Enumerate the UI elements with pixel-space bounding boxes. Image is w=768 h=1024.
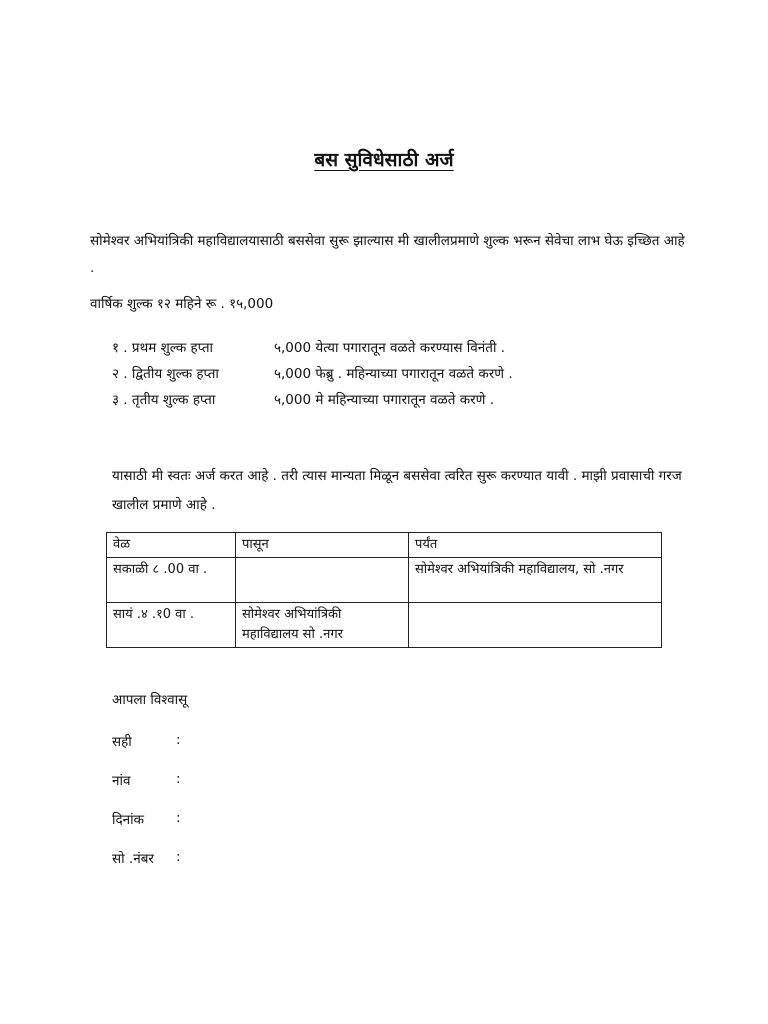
date-field — [112, 810, 181, 828]
field-label: दिनांक — [112, 812, 145, 828]
installment-row — [112, 360, 513, 386]
installment-label: ३ . तृतीय शुल्क हप्ता — [112, 392, 216, 408]
installment-row — [112, 386, 513, 412]
table-row — [107, 603, 662, 648]
document-title — [0, 146, 768, 172]
field-label: सो .नंबर — [112, 851, 154, 867]
mobile-number-field — [112, 849, 181, 867]
table-row — [107, 558, 662, 603]
annual-fee-line: वार्षिक शुल्क १२ महिने रू . १५,000 — [90, 296, 274, 312]
request-paragraph: यासाठी मी स्वतः अर्ज करत आहे . तरी त्यास मान्यता मिळून बससेवा त्वरित सुरू करण्यात यावी . माझी प्रवासाची गरज खालील प्रमाणे आहे . — [112, 468, 682, 513]
header-to: पर्यंत — [409, 533, 662, 558]
title-text: बस सुविधेसाठी अर्ज — [314, 149, 454, 171]
field-colon: : — [176, 849, 181, 865]
field-colon: : — [176, 810, 181, 826]
table-cell: सोमेश्वर अभियांत्रिकी महाविद्यालय सो .नगर — [236, 603, 409, 648]
closing-salutation: आपला विश्वासू — [112, 692, 188, 708]
installment-desc: ५,000 मे महिन्याच्या पगारातून वळते करणे . — [274, 392, 494, 408]
header-time: वेळ — [107, 533, 236, 558]
intro-paragraph: सोमेश्वर अभियांत्रिकी महाविद्यालयासाठी बससेवा सुरू झाल्यास मी खालीलप्रमाणे शुल्क भरून सेवेचा लाभ घेऊ इच्छित आहे . — [90, 233, 685, 276]
header-from: पासून — [236, 533, 409, 558]
field-label: सही — [112, 734, 132, 750]
installment-label: २ . द्वितीय शुल्क हप्ता — [112, 366, 219, 382]
installment-desc: ५,000 येत्या पगारातून वळते करण्यास विनंती . — [274, 340, 506, 356]
table-cell: सायं .४ .१0 वा . — [107, 603, 236, 648]
table-cell: सोमेश्वर अभियांत्रिकी महाविद्यालय, सो .नगर — [409, 558, 662, 603]
installment-row — [112, 334, 513, 360]
table-cell — [409, 603, 662, 648]
installment-list — [112, 334, 513, 412]
field-colon: : — [176, 771, 181, 787]
installment-desc: ५,000 फेब्रु . महिन्याच्या पगारातून वळते करणे . — [274, 366, 513, 382]
signature-field — [112, 732, 181, 750]
table-header-row — [107, 533, 662, 558]
field-colon: : — [176, 732, 181, 748]
table-cell: सकाळी ८ .00 वा . — [107, 558, 236, 603]
travel-schedule-table — [106, 532, 662, 648]
field-label: नांव — [112, 773, 131, 789]
installment-label: १ . प्रथम शुल्क हप्ता — [112, 340, 214, 356]
table-cell — [236, 558, 409, 603]
name-field — [112, 771, 181, 789]
